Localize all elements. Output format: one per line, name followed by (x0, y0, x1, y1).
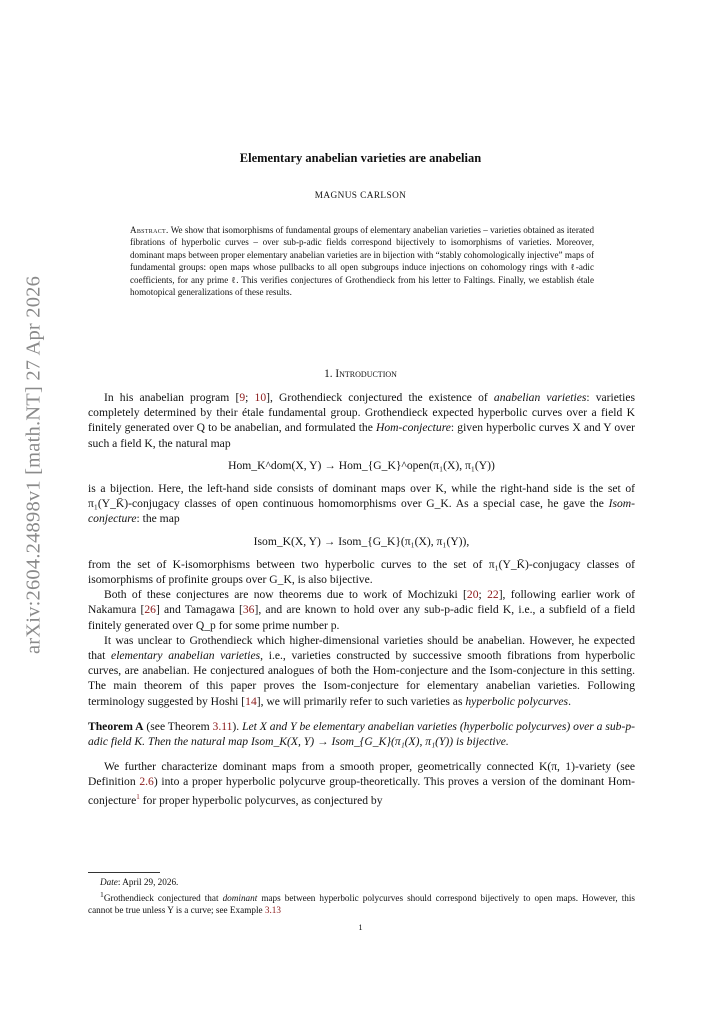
citation-link[interactable]: 26 (144, 603, 156, 617)
paragraph-3: from the set of K-isomorphisms between two hyperbolic curves to the set of π₁(Y_K̄)-conjugacy classes of isomorphisms of profinite groups over G_K, is also bijective. (88, 557, 635, 587)
footnote-marker[interactable]: 1 (136, 792, 140, 801)
example-reference-link[interactable]: 3.13 (264, 904, 281, 915)
footnotes (88, 877, 635, 916)
theorem-statement: Let X and Y be elementary anabelian varieties (hyperbolic polycurves) over a sub-p-adic field K. Then the natural map Isom_K(X, Y) → Isom_{G_K}(π₁(X), π₁(Y)) is bijective. (88, 719, 635, 749)
section-heading (0, 368, 721, 380)
paragraph-4: Both of these conjectures are now theorems due to work of Mochizuki [20; 22], following earlier work of Nakamura [26] and Tamagawa [36], and are known to hold over any sub-p-adic field K, i.e., a subfield of a field finitely generated over Q_p for some prime number p. (88, 588, 636, 632)
section-number: 1. (324, 368, 333, 380)
citation-link[interactable]: 9 (239, 391, 246, 404)
equation-hom-map: Hom_K^dom(X, Y) → Hom_{G_K}^open(π₁(X), π₁(Y)) (228, 458, 495, 472)
paragraph-2: is a bijection. Here, the left-hand side consists of dominant maps over K, while the right-hand side is the set of π₁(Y_K̄)-conjugacy classes of open continuous homomorphisms over G_K. As a special case, he gave the Isom-conjecture: the map (88, 482, 635, 526)
theorem-label: Theorem A (88, 719, 144, 733)
footnote-1: $^1$Grothendieck conjectured that dominant maps between hyperbolic polycurves should correspond bijectively to open maps. However, this cannot be true unless Y is a curve; see Example 3.13 (88, 889, 635, 915)
equation-isom-map: Isom_K(X, Y) → Isom_{G_K}(π₁(X), π₁(Y)), (253, 534, 470, 548)
paragraph-6: We further characterize dominant maps from a smooth proper, geometrically connected K(π, 1)-variety (see Definition 2.6) into a proper hyperbolic polycurve group-theoretically. This proves a version of the dominant Hom-conjecture$^1$ for proper hyperbolic polycurves, as conjectured by (88, 760, 636, 807)
citation-link[interactable]: 10 (254, 391, 267, 404)
date-line: Date: April 29, 2026. (100, 877, 179, 887)
citation-link[interactable]: 36 (242, 603, 255, 617)
theorem-a: Theorem A (see Theorem 3.11). Let X and Y be elementary anabelian varieties (hyperbolic polycurves) over a sub-p-adic field K. Then the natural map Isom_K(X, Y) → Isom_{G_K}(π₁(X), π₁(Y)) is bijective. (88, 719, 635, 749)
paragraph-1: In his anabelian program [9; 10], Grothendieck conjectured the existence of anabelian varieties: varieties completely determined by their étale fundamental group. Grothendieck expected hyperbolic curves over a field K finitely generated over Q to be anabelian, and formulated the Hom-conjecture: given hyperbolic curves X and Y over such a field K, the natural map (88, 391, 636, 450)
body-text (88, 390, 635, 808)
citation-link[interactable]: 20 (466, 588, 479, 602)
footnote-divider (88, 872, 160, 873)
paper-author: MAGNUS CARLSON (314, 191, 407, 201)
citation-link[interactable]: 14 (245, 694, 257, 708)
definition-reference-link[interactable]: 2.6 (139, 775, 154, 789)
page-number: 1 (358, 922, 363, 932)
abstract (130, 224, 594, 298)
abstract-label: Abstract. (130, 225, 169, 235)
citation-link[interactable]: 22 (487, 588, 499, 602)
paragraph-5: It was unclear to Grothendieck which higher-dimensional varieties should be anabelian. However, he expected that elementary anabelian varieties, i.e., varieties constructed by successive smooth fibrations from hyperbolic curves, are anabelian. He conjectured analogues of both the Hom-conjecture and the Isom-conjecture in this setting. The main theorem of this paper proves the Isom-conjecture for elementary anabelian varieties. Following terminology suggested by Hoshi [14], we will primarily refer to such varieties as hyperbolic polycurves. (88, 633, 635, 708)
arxiv-side-stamp: arXiv:2604.24898v1 [math.NT] 27 Apr 2026 (22, 275, 45, 655)
section-title: Introduction (335, 368, 397, 380)
abstract-text: We show that isomorphisms of fundamental groups of elementary anabelian varieties – varieties obtained as iterated fibrations of hyperbolic curves – over sub-p-adic fields correspond bijectively to isomorphisms of varieties. Moreover, dominant maps between proper elementary anabelian varieties are in bijection with “stably cohomologically injective” maps of fundamental groups: open maps whose pullbacks to all open subgroups induce injections on cohomology rings with ℓ-adic coefficients, for any prime ℓ. This verifies conjectures of Grothendieck from his letter to Faltings. Finally, we establish étale homotopical generalizations of these results. (130, 225, 594, 298)
paper-title: Elementary anabelian varieties are anabelian (239, 151, 482, 165)
theorem-reference-link[interactable]: 3.11 (212, 719, 233, 733)
